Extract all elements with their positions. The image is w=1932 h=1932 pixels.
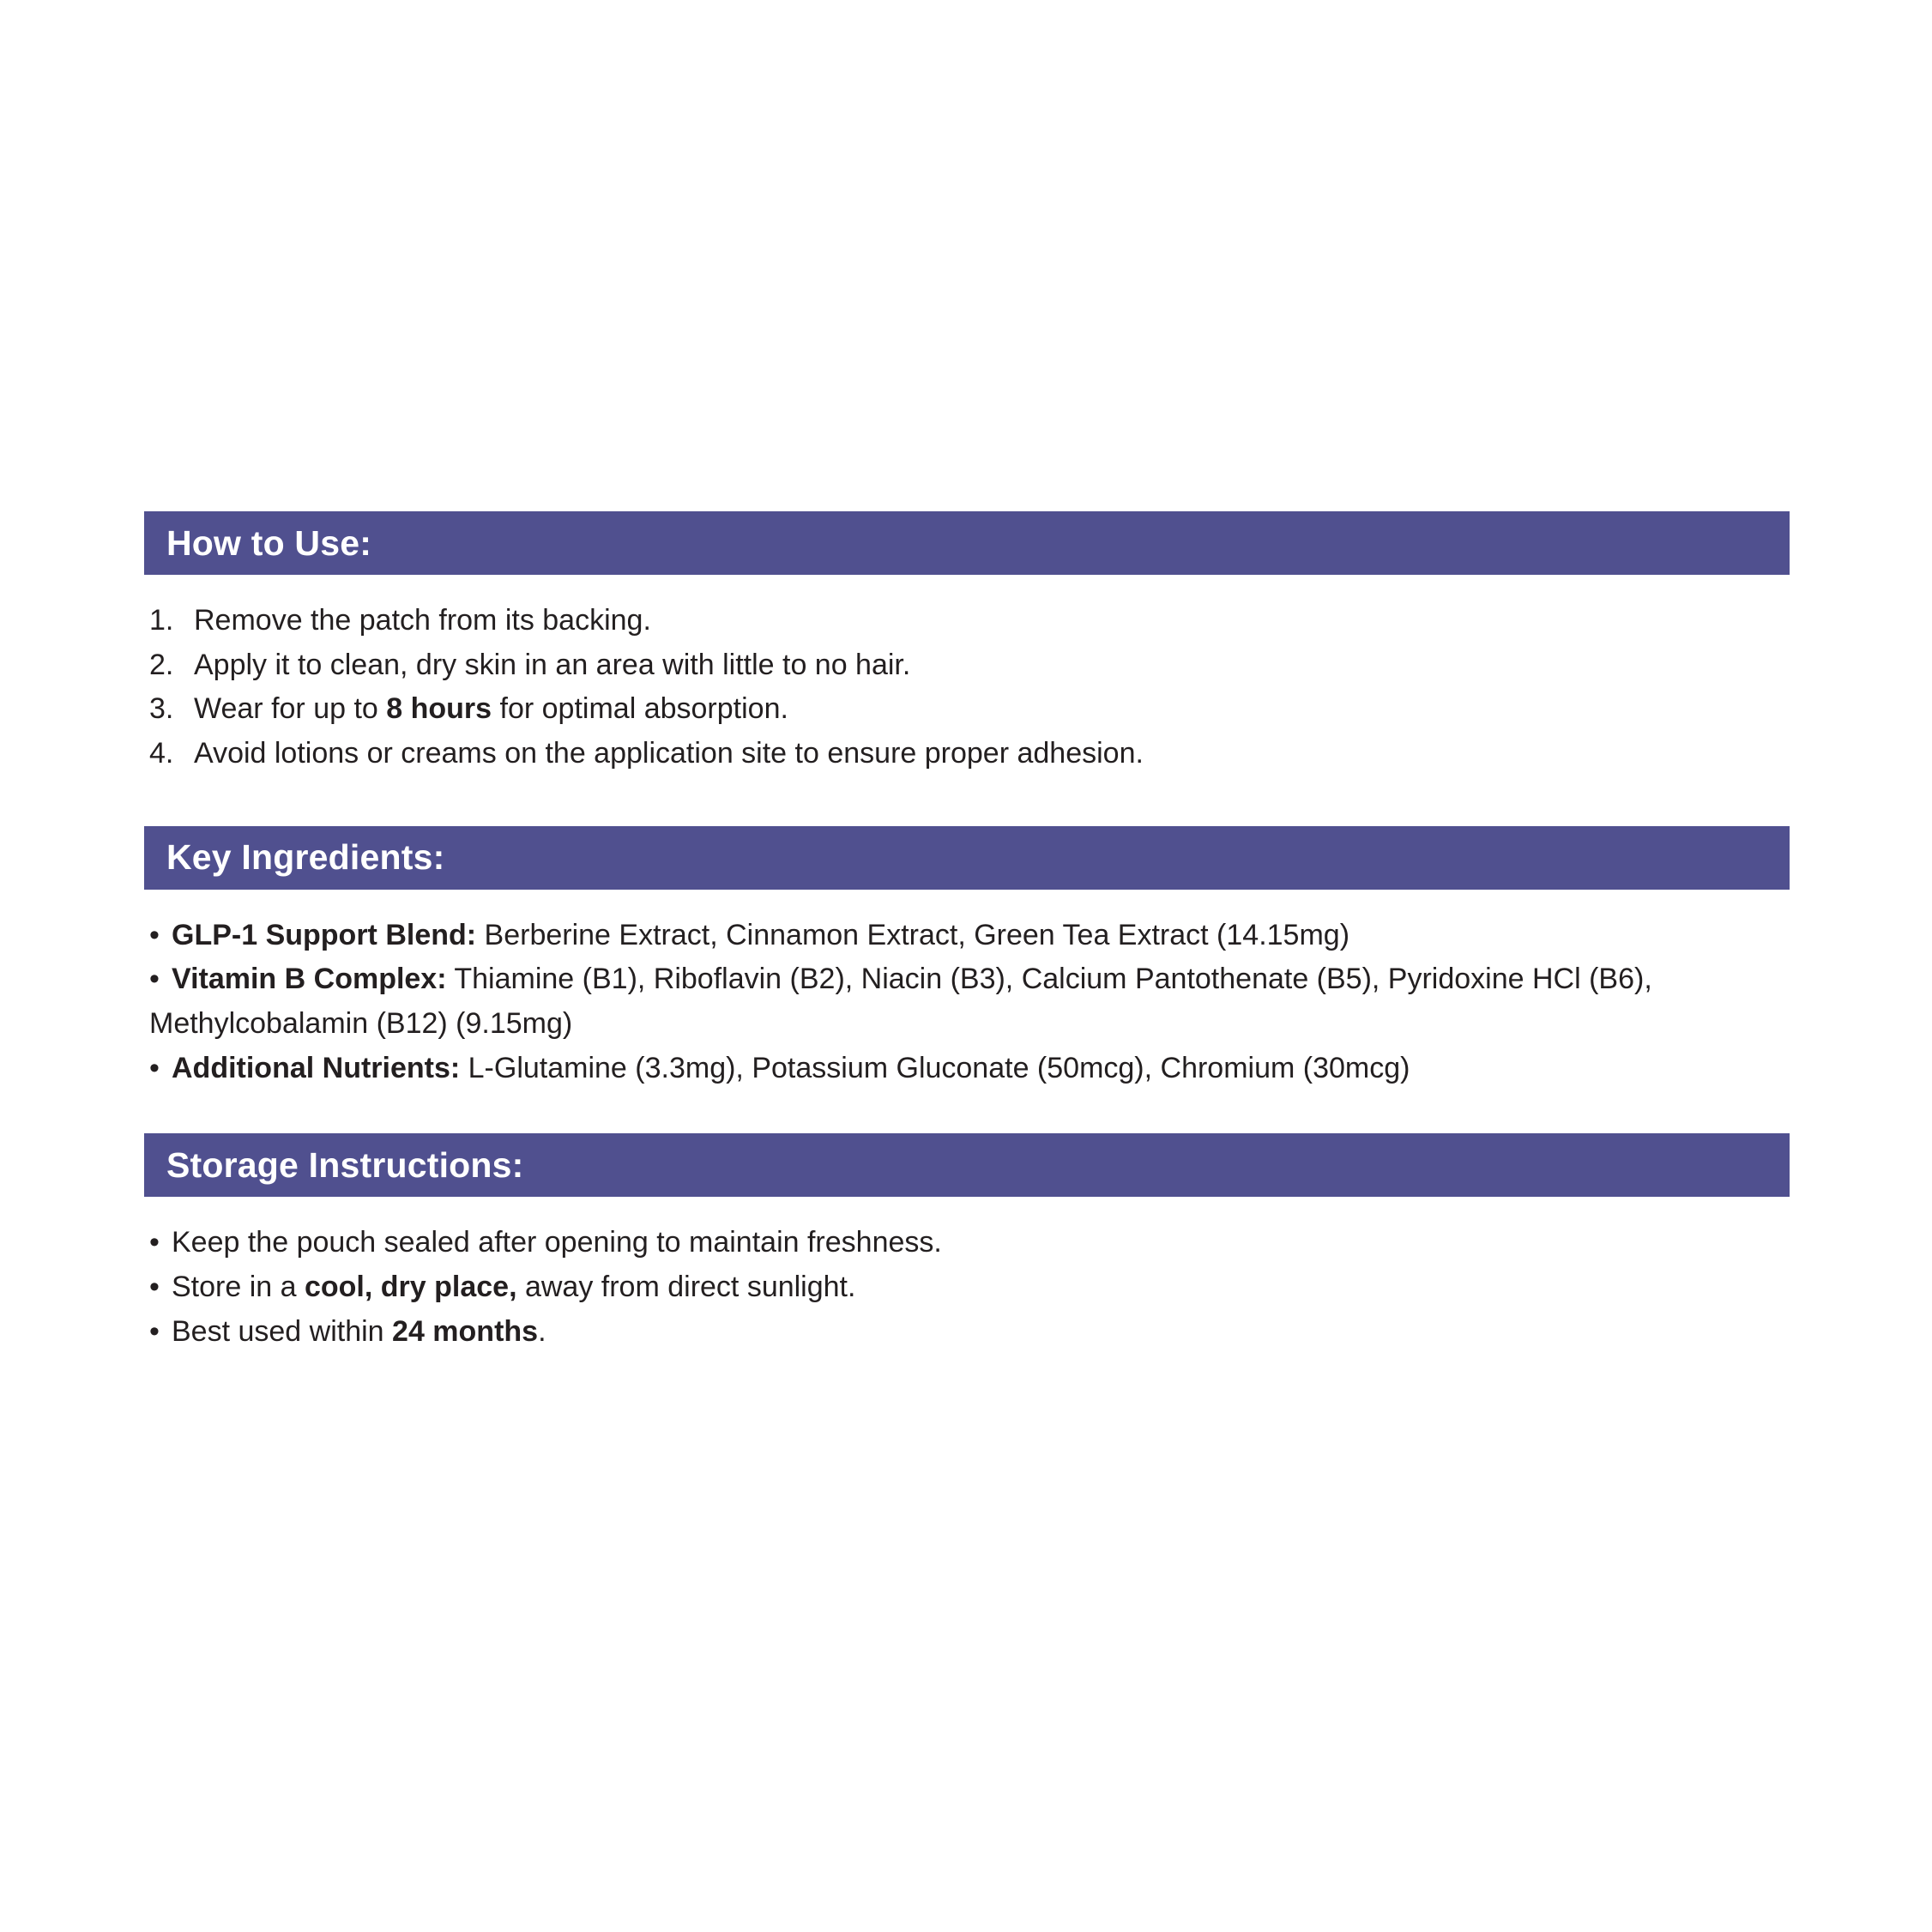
spacer (144, 776, 1790, 826)
section-how-to-use (144, 511, 1790, 776)
ingredient-label: GLP-1 Support Blend: (172, 918, 477, 951)
list-item (149, 1221, 1790, 1265)
list-item (149, 957, 1790, 1046)
step-text: Remove the patch from its backing. (194, 604, 651, 637)
storage-text-tail: away from direct sunlight. (516, 1271, 856, 1304)
storage-text: Store in a (172, 1271, 305, 1304)
bullet-glyph: • (149, 1271, 160, 1304)
step-text-tail: for optimal absorption. (492, 692, 788, 726)
section-key-ingredients (144, 826, 1790, 1091)
key-ingredients-title: Key Ingredients: (166, 837, 445, 878)
ingredient-text: L-Glutamine (3.3mg), Potassium Gluconate (50mcg), Chromium (30mcg) (460, 1051, 1410, 1084)
step-text: Wear for up to (194, 692, 387, 726)
step-number: 3. (149, 692, 174, 726)
bullet-glyph: • (149, 1226, 160, 1259)
step-text: Avoid lotions or creams on the application site to ensure proper adhesion. (194, 737, 1144, 770)
storage-emphasis: cool, dry place, (304, 1271, 517, 1304)
label-content (144, 511, 1790, 1354)
ingredient-label: Additional Nutrients: (172, 1051, 461, 1084)
section-storage-instructions (144, 1133, 1790, 1354)
ingredient-text: Thiamine (B1), Riboflavin (B2), Niacin (B3), Calcium Pantothenate (B5), Pyridoxine HCl (B6), Methylcobalamin (B12) (9.15mg) (149, 963, 1652, 1041)
list-item (149, 1265, 1790, 1310)
step-number: 2. (149, 648, 174, 681)
list-item (149, 643, 1790, 688)
storage-instructions-list (144, 1197, 1790, 1354)
step-emphasis: 8 hours (386, 692, 492, 726)
list-item (149, 914, 1790, 958)
list-item (149, 687, 1790, 732)
list-item (149, 1047, 1790, 1091)
how-to-use-steps (144, 575, 1790, 776)
storage-instructions-title: Storage Instructions: (166, 1144, 524, 1185)
bullet-glyph: • (149, 1314, 160, 1348)
step-number: 4. (149, 737, 174, 770)
spacer (144, 1090, 1790, 1133)
ingredient-label: Vitamin B Complex: (172, 963, 447, 996)
list-item (149, 599, 1790, 643)
list-item (149, 1310, 1790, 1355)
ingredient-text: Berberine Extract, Cinnamon Extract, Green Tea Extract (14.15mg) (476, 918, 1350, 951)
storage-text-tail: . (538, 1314, 546, 1348)
bullet-glyph: • (149, 1051, 160, 1084)
storage-text: Best used within (172, 1314, 393, 1348)
how-to-use-title: How to Use: (166, 522, 372, 563)
list-item (149, 732, 1790, 776)
step-number: 1. (149, 604, 174, 637)
key-ingredients-header (144, 826, 1790, 890)
storage-instructions-header (144, 1133, 1790, 1197)
storage-text: Keep the pouch sealed after opening to maintain freshness. (172, 1226, 942, 1259)
step-text: Apply it to clean, dry skin in an area with little to no hair. (194, 648, 911, 681)
how-to-use-header (144, 511, 1790, 575)
bullet-glyph: • (149, 918, 160, 951)
key-ingredients-list (144, 890, 1790, 1091)
storage-emphasis: 24 months (392, 1314, 539, 1348)
bullet-glyph: • (149, 963, 160, 996)
